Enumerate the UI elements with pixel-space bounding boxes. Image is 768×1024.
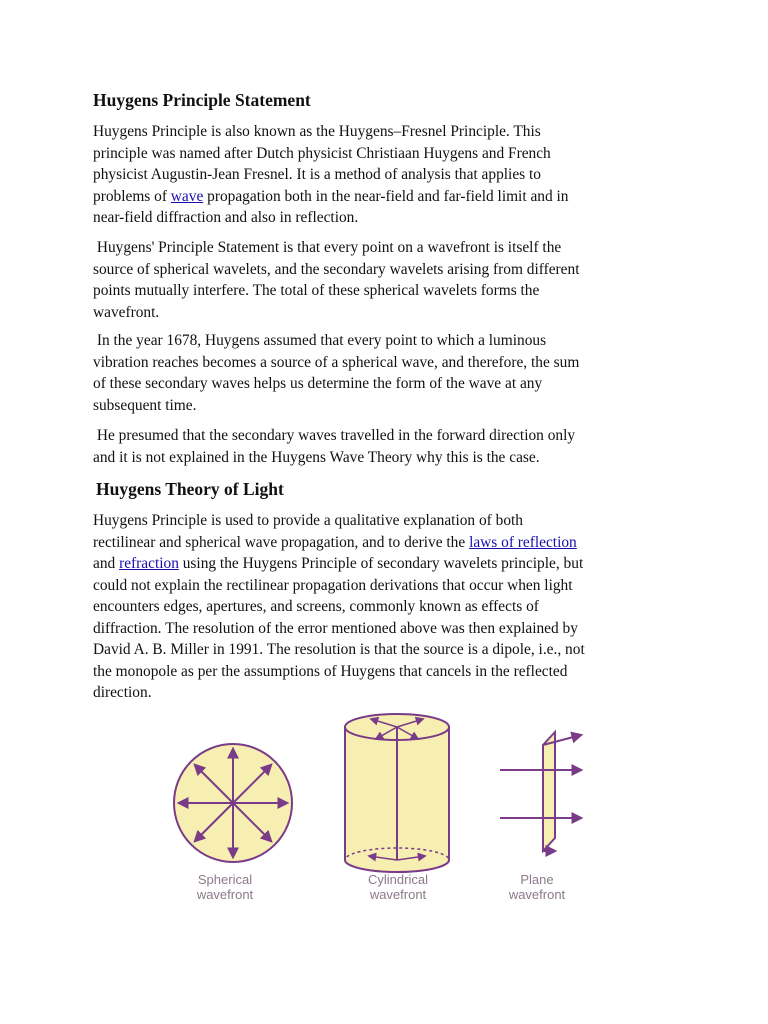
plane-caption-line1: Plane [520, 872, 554, 887]
spherical-arrows [179, 749, 287, 857]
text-line: source of spherical wavelets, and the secondary wavelets arising from different [93, 260, 580, 278]
spherical-wavefront-diagram [174, 744, 292, 902]
section-heading-huygens-principle-statement: Huygens Principle Statement [93, 90, 311, 110]
text-line: subsequent time. [93, 396, 197, 414]
refraction-link[interactable]: refraction [119, 555, 179, 572]
wave-link[interactable]: wave [170, 187, 204, 205]
text-line: principle was named after Dutch physicist Christiaan Huygens and French [93, 144, 551, 162]
spherical-caption-line1: Spherical [197, 872, 253, 887]
text-line: Huygens' Principle Statement is that every point on a wavefront is itself the [93, 239, 562, 256]
plane-sheet [543, 732, 555, 851]
text-line: Huygens Principle is also known as the Huygens–Fresnel Principle. This [93, 123, 541, 140]
cylindrical-wavefront-diagram [345, 714, 449, 902]
text-fragment: propagation both in the near-field and far-field limit and in [203, 187, 569, 205]
text-line: physicist Augustin-Jean Fresnel. It is a method of analysis that applies to [93, 166, 541, 183]
cylindrical-caption-line2: wavefront [369, 887, 427, 902]
text-line: the monopole as per the assumptions of Huygens that cancels in the reflected [93, 662, 568, 680]
text-line: In the year 1678, Huygens assumed that every point to which a luminous [93, 332, 547, 349]
spherical-caption-line2: wavefront [196, 887, 254, 902]
plane-arrows [500, 735, 581, 851]
text-fragment: and [93, 555, 120, 572]
text-fragment: using the Huygens Principle of secondary wavelets principle, but [178, 555, 584, 572]
text-fragment: problems of [93, 187, 171, 205]
text-line: David A. B. Miller in 1991. The resolution is that the source is a dipole, i.e., not [93, 641, 585, 658]
text-line: He presumed that the secondary waves travelled in the forward direction only [93, 427, 576, 444]
plane-wavefront-diagram [500, 732, 581, 902]
laws-of-reflection-link[interactable]: laws of reflection [469, 533, 577, 551]
text-line: direction. [93, 684, 152, 701]
section-heading-huygens-theory-of-light: Huygens Theory of Light [96, 479, 284, 499]
plane-caption-line2: wavefront [508, 887, 566, 902]
text-line: diffraction. The resolution of the error mentioned above was then explained by [93, 619, 578, 637]
text-line: could not explain the rectilinear propagation derivations that occur when light [93, 576, 573, 594]
text-line: of these secondary waves helps us determine the form of the wave at any [93, 375, 543, 392]
text-line: wavefront. [93, 303, 160, 321]
cylindrical-caption-line1: Cylindrical [368, 872, 428, 887]
text-line: encounters edges, apertures, and screens, commonly known as effects of [93, 598, 539, 615]
text-line: near-field diffraction and also in reflection. [93, 209, 359, 226]
text-fragment: rectilinear and spherical wave propagation, and to derive the [93, 533, 470, 551]
text-line: and it is not explained in the Huygens Wave Theory why this is the case. [93, 448, 540, 466]
text-line: vibration reaches becomes a source of a spherical wave, and therefore, the sum [93, 353, 580, 371]
text-line: points mutually interfere. The total of these spherical wavelets forms the [93, 282, 540, 299]
text-line: Huygens Principle is used to provide a qualitative explanation of both [93, 512, 523, 529]
